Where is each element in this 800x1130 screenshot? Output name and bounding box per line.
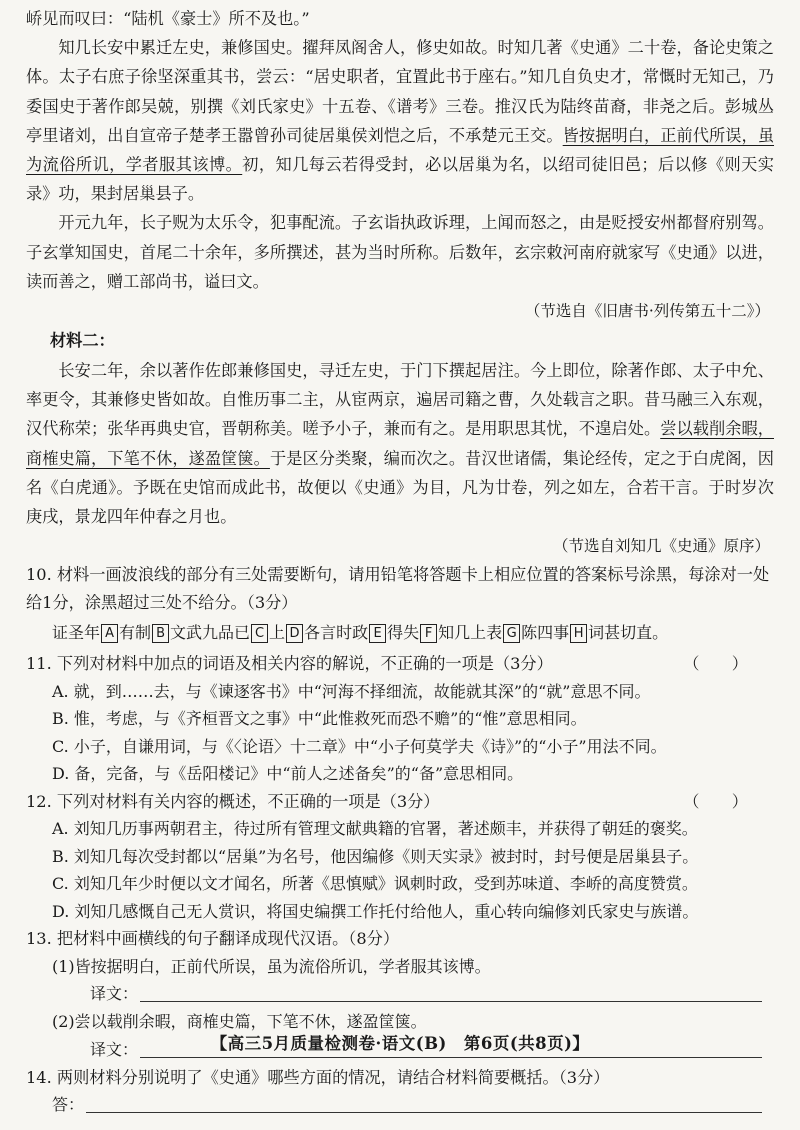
answer-box-g[interactable]: G bbox=[503, 624, 520, 643]
page-footer: 【高三5月质量检测卷·语文(B) 第6页(共8页)】 bbox=[210, 1034, 590, 1053]
question-14-stem: 14. 两则材料分别说明了《史通》哪些方面的情况，请结合材料简要概括。（3分） bbox=[26, 1067, 610, 1087]
answer-box-h[interactable]: H bbox=[570, 624, 587, 643]
answer-box-b[interactable]: B bbox=[152, 624, 169, 643]
translation-label-2: 译文： bbox=[90, 1039, 139, 1059]
question-11-option-c: C. 小子，自谦用词，与《〈论语〉十二章》中“小子何莫学夫《诗》”的“小子”用法不同。 bbox=[52, 736, 667, 756]
question-14-answer-line[interactable] bbox=[52, 1091, 774, 1119]
underlined-sentence-1: 皆按据明白，正前代所误，虽为流俗所讥，学者服其该博。 bbox=[26, 125, 775, 175]
question-12-option-b: B. 刘知几每次受封都以“居巢”为名号，他因编修《则天实录》被封时，封号便是居巢县子。 bbox=[52, 846, 699, 866]
material2-paragraph bbox=[26, 356, 774, 531]
answer-box-e[interactable]: E bbox=[369, 624, 386, 643]
segment-3: 上 bbox=[269, 623, 286, 643]
question-10-segment-line bbox=[52, 618, 774, 648]
answer-rule-2 bbox=[140, 1056, 762, 1058]
material1-paragraph-2: 开元九年，长子贶为太乐令，犯事配流。子玄诣执政诉理，上闻而怒之，由是贬授安州都督府别驾。子玄掌知国史，首尾二十余年，多所撰述，甚为当时所称。后数年，玄宗敕河南府就家写《史通》以进，读而善之，赠工部尚书，谥曰文。 bbox=[26, 213, 774, 291]
material1-para1-end: 初，知几每云若得受封，必以居巢为名，以绍司徒旧邑；后以修《则天实录》功，果封居巢县子。 bbox=[26, 155, 774, 204]
translation-label-1: 译文： bbox=[90, 984, 139, 1004]
material2-source: （节选自刘知几《史通》原序） bbox=[552, 537, 770, 556]
question-12-text: 12. 下列对材料有关内容的概述，不正确的一项是（3分） bbox=[26, 791, 440, 811]
segment-1: 有制 bbox=[119, 623, 152, 643]
question-11-option-b: B. 惟，考虑，与《齐桓晋文之事》中“此惟救死而恐不赡”的“惟”意思相同。 bbox=[52, 709, 587, 729]
underlined-sentence-2: 尝以载削余暇，商榷史篇，下笔不休，遂盈筐箧。 bbox=[26, 419, 774, 468]
answer-box-a[interactable]: A bbox=[101, 624, 118, 643]
question-13-sentence-1: (1)皆按据明白，正前代所误，虽为流俗所讥，学者服其该博。 bbox=[52, 956, 491, 976]
material1-para1-text: 知几长安中累迁左史，兼修国史。擢拜凤阁舍人，修史如故。时知几著《史通》二十卷，备论史策之体。太子右庶子徐坚深重其书，尝云：“居史职者，宜置此书于座右。”知几自负史才，常慨时无知己，乃委国史于著作郎吴兢，别撰《刘氏家史》十五卷、《谱考》三卷。推汉氏为陆终苗裔，非尧之后。彭城丛亭里诸刘，出自宣帝子楚孝王嚣曾孙司徒居巢侯刘恺之后，不承楚元王交。 bbox=[26, 38, 774, 145]
question-12-option-c: C. 刘知几年少时便以文才闻名，所著《思慎赋》讽刺时政，受到苏味道、李峤的高度赞赏。 bbox=[52, 874, 698, 894]
segment-6: 知几上表 bbox=[438, 623, 503, 643]
answer-label: 答： bbox=[52, 1095, 85, 1115]
material1-paragraph-1 bbox=[26, 33, 774, 208]
question-11-stem bbox=[26, 650, 774, 678]
question-12-option-a: A. 刘知几历事两朝君主，待过所有管理文献典籍的官署，著述颇丰，并获得了朝廷的褒奖。 bbox=[52, 819, 698, 839]
question-12-stem bbox=[26, 788, 774, 816]
material2-para-a: 长安二年，余以著作佐郎兼修国史，寻迁左史，于门下撰起居注。今上即位，除著作郎、太子中允、率更令，其兼修史皆如故。自惟历事二主，从宦两京，遍居司籍之曹，久处载言之职。昔马融三入东观，汉代称荣；张华再典史官，晋朝称美。嗟予小子，兼而有之。是用职思其忧，不遑启处。 bbox=[26, 361, 774, 439]
answer-rule-3 bbox=[86, 1111, 762, 1113]
question-11-text: 11. 下列对材料中加点的词语及相关内容的解说，不正确的一项是（3分） bbox=[26, 654, 553, 674]
answer-box-c[interactable]: C bbox=[251, 624, 268, 643]
question-11-answer-paren[interactable]: （ ） bbox=[683, 654, 748, 674]
answer-box-f[interactable]: F bbox=[420, 624, 437, 643]
answer-box-d[interactable]: D bbox=[286, 624, 303, 643]
material1-top-line: 峤见而叹曰：“陆机《豪士》所不及也。” bbox=[26, 9, 310, 28]
segment-0: 证圣年 bbox=[52, 623, 101, 643]
material1-source: （节选自《旧唐书·列传第五十二》） bbox=[524, 302, 770, 321]
question-13-stem: 13. 把材料中画横线的句子翻译成现代汉语。（8分） bbox=[26, 929, 400, 949]
question-12-answer-paren[interactable]: （ ） bbox=[683, 791, 748, 811]
segment-8: 词甚切直。 bbox=[588, 623, 669, 643]
material2-para-b: 于是区分类聚，编而次之。昔汉世诸儒，集论经传，定之于白虎阁，因名《白虎通》。予既在史馆而成此书，故便以《史通》为目，凡为廿卷，列之如左，合若干言。于时岁次庚戌，景龙四年仲春之月也。 bbox=[26, 448, 774, 527]
question-12-option-d: D. 刘知几感慨自己无人赏识，将国史编撰工作托付给他人，重心转向编修刘氏家史与族谱。 bbox=[52, 901, 699, 921]
question-13-answer-line-1[interactable] bbox=[90, 980, 774, 1008]
question-11-option-d: D. 备，完备，与《岳阳楼记》中“前人之述备矣”的“备”意思相同。 bbox=[52, 764, 524, 784]
segment-5: 得失 bbox=[387, 623, 420, 643]
segment-7: 陈四事 bbox=[521, 623, 570, 643]
segment-4: 各言时政 bbox=[304, 623, 369, 643]
segment-2: 文武九品已 bbox=[170, 623, 251, 643]
question-13-sentence-2: (2)尝以载削余暇，商榷史篇，下笔不休，遂盈筐箧。 bbox=[52, 1012, 427, 1032]
answer-rule-1 bbox=[140, 1000, 762, 1002]
material2-title: 材料二： bbox=[50, 331, 115, 351]
question-10-stem: 10. 材料一画波浪线的部分有三处需要断句，请用铅笔将答题卡上相应位置的答案标号涂黑，每涂对一处给1分，涂黑超过三处不给分。（3分） bbox=[26, 565, 770, 612]
question-11-option-a: A. 就，到……去，与《谏逐客书》中“河海不择细流，故能就其深”的“就”意思不同。 bbox=[52, 681, 651, 701]
